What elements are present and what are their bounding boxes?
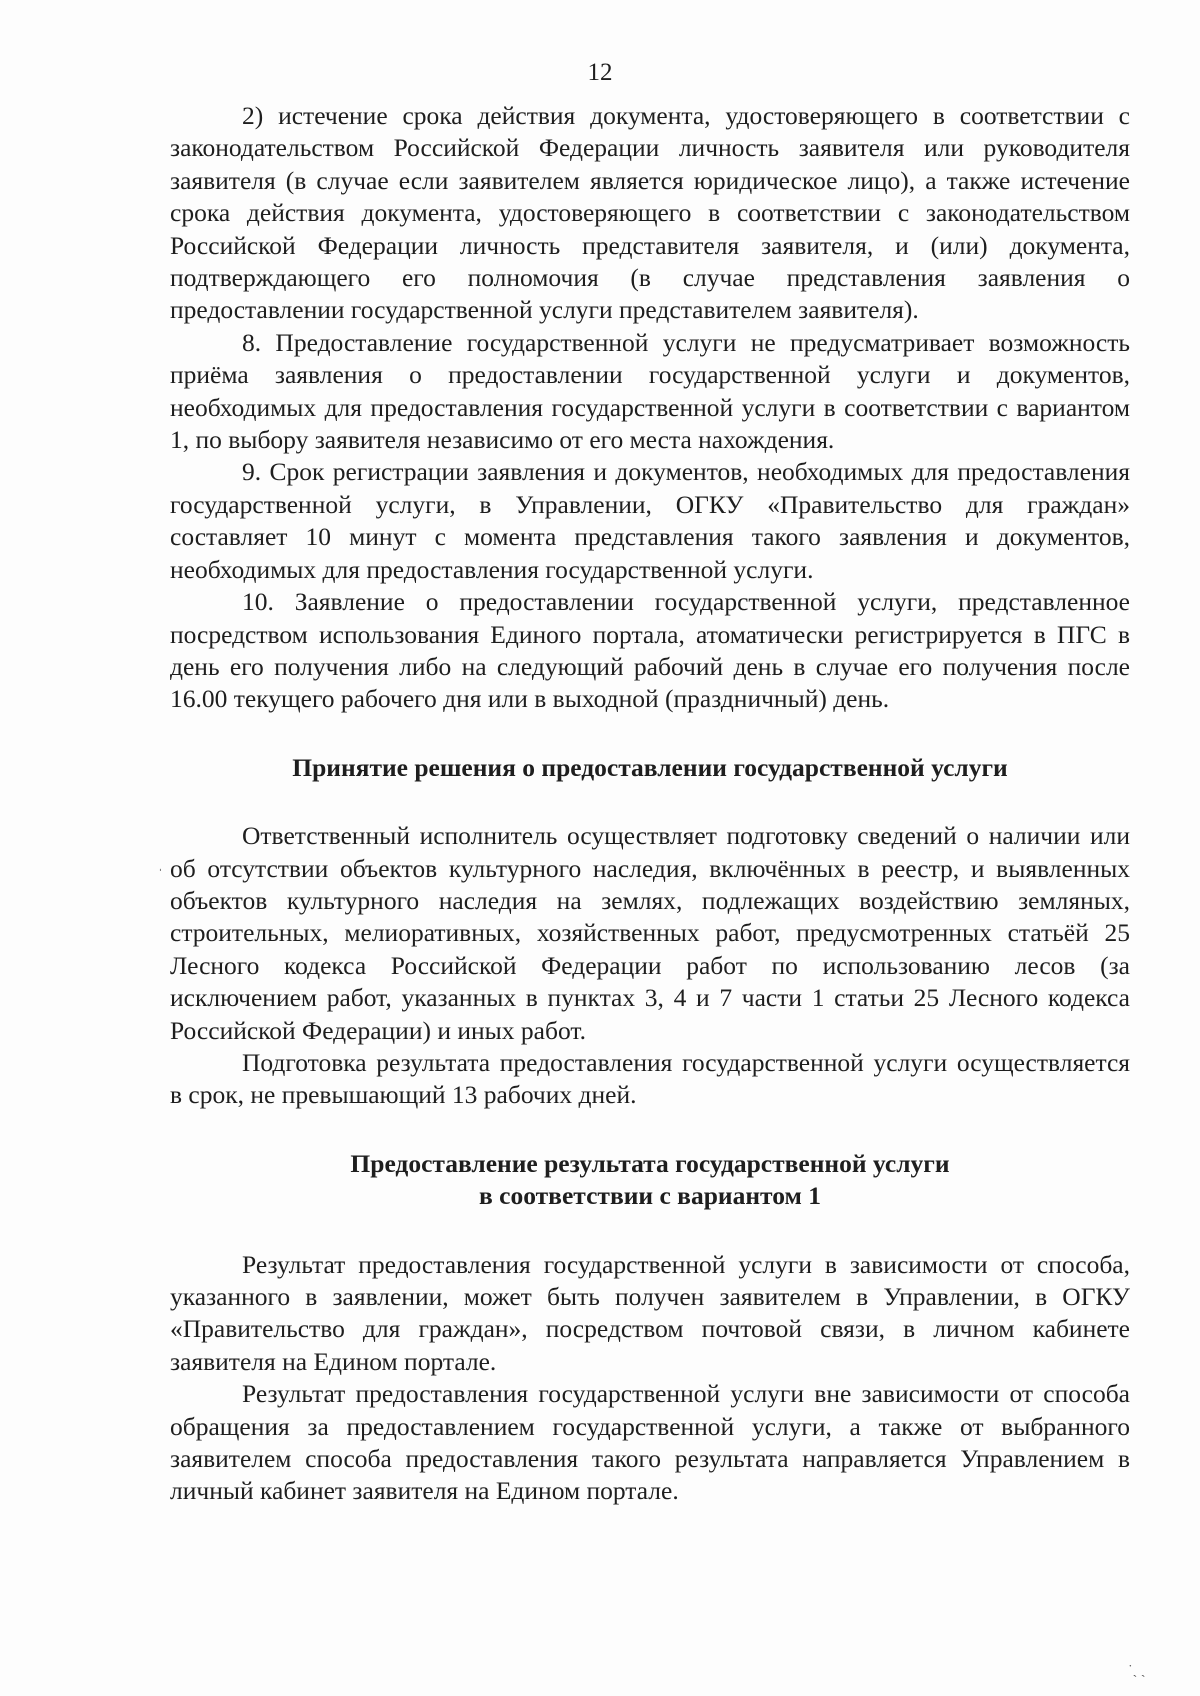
scan-artifact-mark: ˌ (158, 857, 163, 872)
document-body (170, 100, 1130, 1508)
paragraph-result-2: Результат предоставления государственной услуги вне зависимости от способа обращения за предоставлением государственной услуги, а также от выбранного заявителем способа предоставления такого результата направляется Управлением в личный кабинет заявителя на Едином портале. (170, 1379, 1130, 1506)
section-heading-result-line1: Предоставление результата государственной услуги (350, 1148, 950, 1178)
paragraph-decision-2: Подготовка результата предоставления государственной услуги осуществляется в срок, не превышающий 13 рабочих дней. (170, 1047, 1130, 1110)
paragraph-decision-1: Ответственный исполнитель осуществляет подготовку сведений о наличии или об отсутствии объектов культурного наследия, включённых в реестр, и выявленных объектов культурного наследия на землях, подлежащих воздействию земляных, строительных, мелиоративных, хозяйственных работ, предусмотренных статьёй 25 Лесного кодекса Российской Федерации работ по использованию лесов (за исключением работ, указанных в пунктах 3, 4 и 7 части 1 статьи 25 Лесного кодекса Российской Федерации) и иных работ. (170, 821, 1130, 1045)
section-heading-result (170, 1148, 1130, 1213)
paragraph-item-2: 2) истечение срока действия документа, удостоверяющего в соответствии с законодательством Российской Федерации личность заявителя или руководителя заявителя (в случае если заявителем является юридическое лицо), а также истечение срока действия документа, удостоверяющего в соответствии с законодательством Российской Федерации личность представителя заявителя, и (или) документа, подтверждающего его полномочия (в случае представления заявления о предоставлении государственной услуги представителем заявителя). (170, 101, 1130, 325)
paragraph-item-10: 10. Заявление о предоставлении государственной услуги, представленное посредством использования Единого портала, атоматически регистрируется в ПГС в день его получения либо на следующий рабочий день в случае его получения после 16.00 текущего рабочего дня или в выходной (праздничный) день. (170, 587, 1130, 714)
page-number: 12 (587, 59, 613, 86)
paragraph-item-9: 9. Срок регистрации заявления и документов, необходимых для предоставления государственной услуги, в Управлении, ОГКУ «Правительство для граждан» составляет 10 минут с момента представления такого заявления и документов, необходимых для предоставления государственной услуги. (170, 457, 1130, 584)
paragraph-item-8: 8. Предоставление государственной услуги не предусматривает возможность приёма заявления о предоставлении государственной услуги и документов, необходимых для предоставления государственной услуги в соответствии с вариантом 1, по выбору заявителя независимо от его места нахождения. (170, 327, 1130, 455)
section-heading-result-line2: в соответствии с вариантом 1 (479, 1181, 821, 1211)
section-heading-decision: Принятие решения о предоставлении государственной услуги (292, 752, 1008, 782)
paragraph-result-1: Результат предоставления государственной услуги в зависимости от способа, указанного в заявлении, может быть получен заявителем в Управлении, в ОГКУ «Правительство для граждан», посредством почтовой связи, в личном кабинете заявителя на Едином портале. (170, 1249, 1130, 1376)
scan-artifact-mark: ˙ˎ ˏ (1128, 1663, 1146, 1678)
